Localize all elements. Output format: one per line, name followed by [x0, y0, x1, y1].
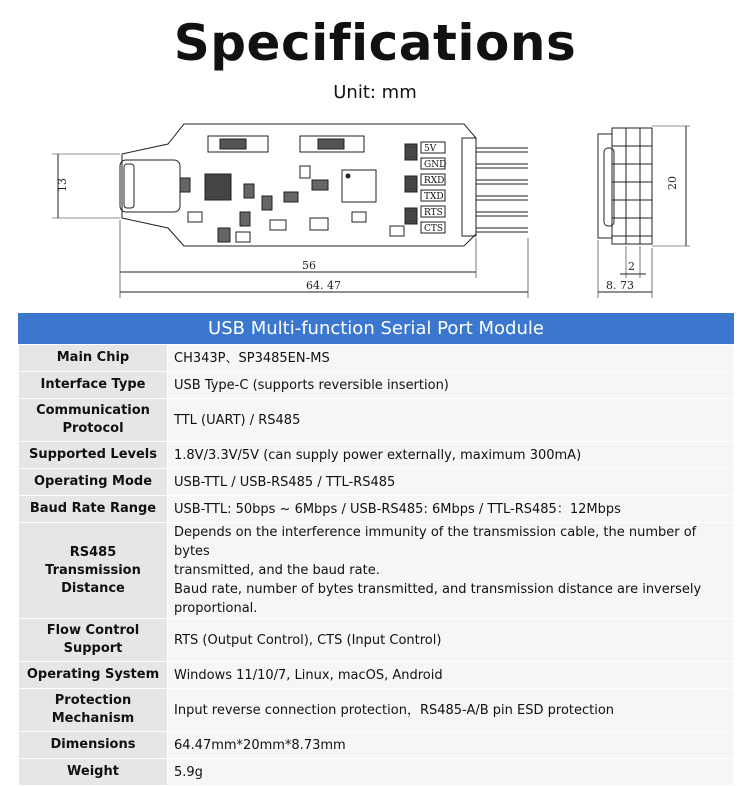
spec-value — [168, 523, 734, 619]
table-row — [19, 399, 734, 442]
spec-value — [168, 399, 734, 442]
pin-label-gnd: GND — [424, 160, 447, 170]
pin-label-5v: 5V — [424, 144, 437, 154]
dim-side-height: 20 — [666, 176, 679, 190]
spec-key: Supported Levels — [19, 442, 168, 469]
dim-side-depth: 8. 73 — [606, 279, 634, 292]
spec-value — [168, 619, 734, 662]
spec-key: Dimensions — [19, 732, 168, 759]
spec-value — [168, 689, 734, 732]
table-row — [19, 442, 734, 469]
spec-value-line: Windows 11/10/7, Linux, macOS, Android — [174, 667, 443, 683]
table-row — [19, 662, 734, 689]
spec-value-line: 64.47mm*20mm*8.73mm — [174, 737, 346, 753]
spec-value — [168, 732, 734, 759]
table-row — [19, 689, 734, 732]
spec-value-line: Depends on the interference immunity of the transmission cable, the number of bytes — [174, 525, 697, 559]
pin-label-cts: CTS — [424, 224, 444, 234]
table-row — [19, 759, 734, 786]
spec-value-line: Input reverse connection protection，RS485-A/B pin ESD protection — [174, 702, 615, 718]
spec-key: Main Chip — [19, 345, 168, 372]
chip-ch343p — [205, 174, 231, 200]
spec-value-line: 5.9g — [174, 764, 203, 780]
table-row — [19, 523, 734, 619]
pin-label-txd: TXD — [424, 192, 444, 202]
table-row — [19, 619, 734, 662]
spec-value — [168, 345, 734, 372]
spec-value-line: TTL (UART) / RS485 — [174, 412, 301, 428]
spec-value-line: transmitted, and the baud rate. — [174, 563, 380, 578]
spec-value — [168, 496, 734, 523]
spec-key: Baud Rate Range — [19, 496, 168, 523]
spec-key: Communication Protocol — [19, 399, 168, 442]
dim-height: 13 — [56, 178, 69, 192]
spec-value-line: 1.8V/3.3V/5V (can supply power externally, maximum 300mA) — [174, 447, 582, 463]
spec-key: Flow Control Support — [19, 619, 168, 662]
spec-value-line: USB-TTL / USB-RS485 / TTL-RS485 — [174, 474, 396, 490]
spec-value-line: CH343P、SP3485EN-MS — [174, 350, 330, 366]
pin-header — [462, 138, 476, 236]
spec-key: Weight — [19, 759, 168, 786]
spec-value — [168, 372, 734, 399]
spec-value — [168, 759, 734, 786]
spec-value-line: RTS (Output Control), CTS (Input Control) — [174, 632, 442, 648]
spec-value-line: USB-TTL: 50bps ~ 6Mbps / USB-RS485: 6Mbps / TTL-RS485：12Mbps — [174, 501, 621, 517]
pin-label-rts: RTS — [424, 208, 443, 218]
spec-key: Operating Mode — [19, 469, 168, 496]
dim-board-length: 56 — [302, 259, 316, 272]
page-title: Specifications — [173, 14, 577, 72]
unit-label: Unit: mm — [333, 82, 417, 103]
spec-value — [168, 442, 734, 469]
table-row — [19, 345, 734, 372]
board-drawing — [0, 108, 750, 308]
table-row — [19, 372, 734, 399]
table-row — [19, 732, 734, 759]
spec-value-line: Baud rate, number of bytes transmitted, and transmission distance are inversely proportional. — [174, 582, 702, 616]
dim-total-length: 64. 47 — [306, 279, 341, 292]
spec-value — [168, 469, 734, 496]
pin-label-rxd: RXD — [424, 176, 445, 186]
spec-value — [168, 662, 734, 689]
dim-side-pin: 2 — [628, 260, 635, 273]
spec-key: Protection Mechanism — [19, 689, 168, 732]
spec-table-title: USB Multi-function Serial Port Module — [18, 313, 734, 344]
spec-value-line: USB Type-C (supports reversible insertion) — [174, 377, 449, 393]
spec-key: Operating System — [19, 662, 168, 689]
spec-key: Interface Type — [19, 372, 168, 399]
spec-table-body — [18, 344, 734, 786]
spec-table — [18, 313, 734, 786]
table-row — [19, 496, 734, 523]
table-row — [19, 469, 734, 496]
spec-key: RS485 Transmission Distance — [19, 523, 168, 619]
usb-c-connector — [120, 160, 180, 212]
